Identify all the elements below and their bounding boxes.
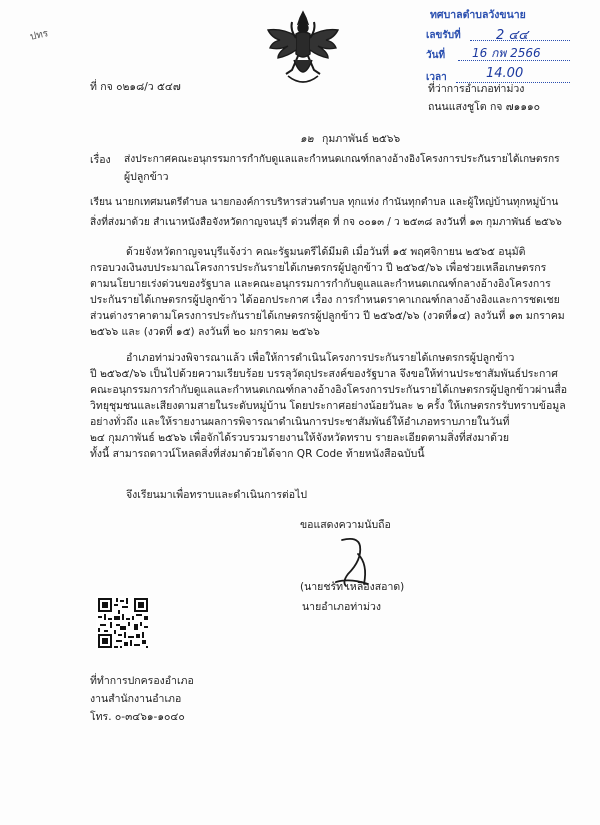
regards-line: ขอแสดงความนับถือ <box>300 519 391 531</box>
paragraph-line: ตามนโยบายเร่งด่วนของรัฐบาล และคณะอนุกรรมการกำกับดูแลและกำหนดเกณฑ์กลางอ้างอิงโครงการ <box>90 278 551 290</box>
qr-code <box>96 596 150 650</box>
stamp-time-label: เวลา <box>426 72 447 83</box>
paragraph-line: อย่างทั่วถึง และให้รายงานผลการพิจารณาดำเนินการประชาสัมพันธ์ให้อำเภอทราบภายในวันที่ <box>90 416 510 428</box>
receipt-stamp <box>408 6 580 88</box>
recipient-line: เรียน นายกเทศมนตรีตำบล นายกองค์การบริหารส่วนตำบล ทุกแห่ง กำนันทุกตำบล และผู้ใหญ่บ้านทุกหมู่บ้าน <box>90 197 559 208</box>
paragraph-line: ๒๕๖๖ และ (งวดที่ ๑๕) ลงวันที่ ๒๐ มกราคม ๒๕๖๖ <box>90 326 320 338</box>
subject-line-2: ผู้ปลูกข้าว <box>124 171 169 183</box>
stamp-no-label: เลขรับที่ <box>426 30 461 41</box>
paragraph-line: ปี ๒๕๖๕/๖๖ เป็นไปด้วยความเรียบร้อย บรรลุวัตถุประสงค์ของรัฐบาล จึงขอให้ท่านประชาสัมพันธ์ประกาศ <box>90 368 558 380</box>
paragraph-line: กรอบวงเงินงบประมาณโครงการประกันรายได้เกษตรกรผู้ปลูกข้าว ปี ๒๕๖๕/๖๖ เพื่อช่วยเหลือเกษตรกร <box>90 262 547 274</box>
stamp-date-label: วันที่ <box>426 50 446 61</box>
paragraph-2 <box>90 350 568 462</box>
signer-title: นายอำเภอท่าม่วง <box>302 601 382 613</box>
subject-line-1: ส่งประกาศคณะอนุกรรมการกำกับดูแลและกำหนดเกณฑ์กลางอ้างอิงโครงการประกันรายได้เกษตรกร <box>124 154 560 165</box>
stamp-no-value: 2 ๔๔ <box>496 28 529 43</box>
footer-department: งานสำนักงานอำเภอ <box>90 693 182 705</box>
paragraph-line: ๒๔ กุมภาพันธ์ ๒๕๖๖ เพื่อจักได้รวบรวมรายงานให้จังหวัดทราบ รายละเอียดตามสิ่งที่ส่งมาด้วย <box>90 432 510 444</box>
attachment-line: สิ่งที่ส่งมาด้วย สำเนาหนังสือจังหวัดกาญจนบุรี ด่วนที่สุด ที่ กจ ๐๐๑๓ / ว ๒๕๓๘ ลงวันที่ ๑๓ กุมภาพันธ์ ๒๕๖๖ <box>90 217 562 228</box>
paragraph-line: วิทยุชุมชนและเสียงตามสายในระดับหมู่บ้าน โดยประกาศอย่างน้อยวันละ ๒ ครั้ง ให้เกษตรกรรับทราบข้อมูล <box>90 400 566 412</box>
paragraph-line: ประกันรายได้เกษตรกรผู้ปลูกข้าว ได้ออกประกาศ เรื่อง การกำหนดราคาเกณฑ์กลางอ้างอิงและการชดเชย <box>90 294 560 306</box>
paragraph-line: ด้วยจังหวัดกาญจนบุรีแจ้งว่า คณะรัฐมนตรีได้มีมติ เมื่อวันที่ ๑๕ พฤศจิกายน ๒๕๖๕ อนุมัติ <box>126 246 526 258</box>
paragraph-line: ส่วนต่างราคาตามโครงการประกันรายได้เกษตรกรผู้ปลูกข้าว ปี ๒๕๖๕/๖๖ (งวดที่๑๔) ลงวันที่ ๑๓ มกราคม <box>90 310 565 322</box>
garuda-emblem <box>262 8 344 90</box>
margin-handwritten-note: ปทร <box>29 28 50 43</box>
stamp-org: ทศบาลตำบลวังขนาย <box>430 9 526 21</box>
paragraph-1 <box>90 244 565 340</box>
paragraph-line: อำเภอท่าม่วงพิจารณาแล้ว เพื่อให้การดำเนินโครงการประกันรายได้เกษตรกรผู้ปลูกข้าว <box>126 352 515 364</box>
signer-name: (นายชรัท เหลืองสอาด) <box>300 581 405 593</box>
stamp-time-value: 14.00 <box>486 66 524 81</box>
sender-office: ที่ว่าการอำเภอท่าม่วง <box>428 83 525 95</box>
document-date-day: ๑๒ <box>300 133 314 145</box>
paragraph-line: คณะอนุกรรมการกำกับดูแลและกำหนดเกณฑ์กลางอ้างอิงโครงการประกันรายได้เกษตรกรผู้ปลูกข้าวผ่านสื่อ <box>90 384 568 396</box>
sender-address: ถนนแสงชูโต กจ ๗๑๑๑๐ <box>428 101 541 113</box>
closing-line: จึงเรียนมาเพื่อทราบและดำเนินการต่อไป <box>126 489 308 501</box>
paragraph-line: ทั้งนี้ สามารถดาวน์โหลดสิ่งที่ส่งมาด้วยได้จาก QR Code ท้ายหนังสือฉบับนี้ <box>90 448 425 460</box>
footer-phone: โทร. ๐-๓๔๖๑-๑๐๔๐ <box>90 711 185 723</box>
footer-office: ที่ทำการปกครองอำเภอ <box>90 675 194 687</box>
subject-label: เรื่อง <box>90 154 111 166</box>
stamp-date-value: 16 กพ 2566 <box>472 46 541 60</box>
document-date: กุมภาพันธ์ ๒๕๖๖ <box>322 133 401 145</box>
document-number: ที่ กจ ๐๒๑๘/ว ๕๔๗ <box>90 81 181 93</box>
